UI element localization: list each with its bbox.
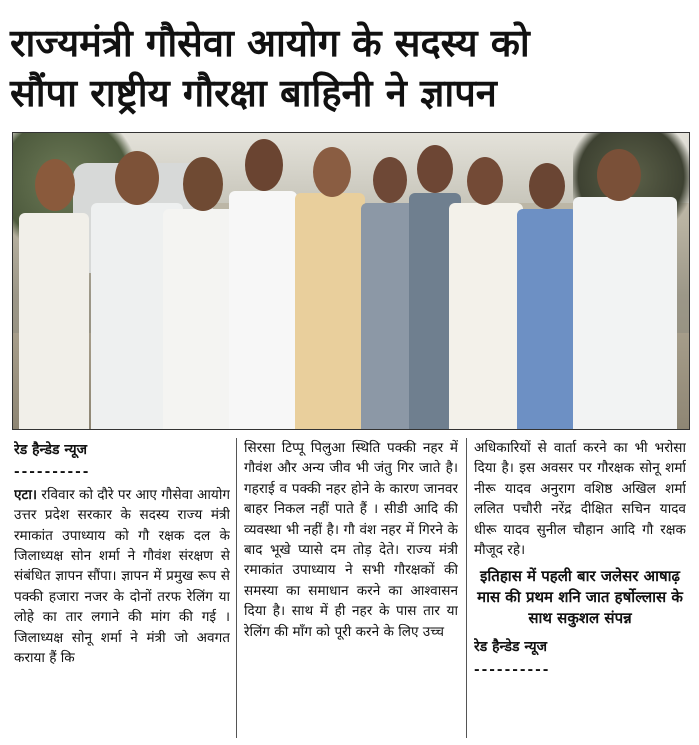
person-4-head (245, 139, 283, 191)
person-5-minister (295, 193, 365, 429)
headline (10, 18, 690, 118)
column-2 (244, 432, 458, 745)
person-6-head (373, 157, 407, 203)
dateline: एटा। (14, 486, 38, 503)
column-1-text (14, 485, 230, 669)
article-body (0, 432, 699, 745)
byline-2: रेड हैन्डेड न्यूज (474, 639, 548, 656)
person-8-head (467, 157, 503, 205)
byline-dashes: ---------- (14, 464, 91, 481)
person-1 (19, 213, 89, 429)
column-3-text: अधिकारियों से वार्ता करने का भी भरोसा दिया है। इस अवसर पर गौरक्षक सोनू शर्मा नीरू यादव अनुराग वशिष्ठ अखिल शर्मा ललित पचौरी नरेंद्र दीक्षित सचिन यादव धीरू यादव सुनील चौहान आदि गौ रक्षक मौजूद रहे। (474, 440, 686, 559)
person-10 (573, 197, 677, 429)
person-9-head (529, 163, 565, 209)
person-1-head (35, 159, 75, 211)
person-10-head (597, 149, 641, 201)
column-1-body: रविवार को दौरे पर आए गौसेवा आयोग उत्तर प्रदेश सरकार के सदस्य राज्य मंत्री रमाकांत उपाध्याय को गौ रक्षक दल के जिलाध्यक्ष सोन शर्मा ने गौवंश संरक्षण से संबंधित ज्ञापन सौंपा। ज्ञापन में प्रमुख रूप से पक्की हजारा नजर के दोनों तरफ रेलिंग या लोहे का तार लगाने की मांग की गई । जिलाध्यक्ष सोनू शर्मा ने मंत्री जो अवगत कराया हैं कि (14, 486, 230, 667)
person-3-head (183, 157, 223, 211)
byline-2-dashes: ---------- (474, 661, 551, 678)
second-headline: इतिहास में पहली बार जलेसर आषाढ़ मास की प्रथम शनि जात हर्षोल्लास के साथ सकुशल संपन्न (477, 567, 683, 628)
person-2-head (115, 151, 159, 205)
byline: रेड हैन्डेड न्यूज (14, 442, 88, 458)
person-8 (449, 203, 523, 429)
person-7-head (417, 145, 453, 193)
person-5-head (313, 147, 351, 197)
column-1 (14, 432, 230, 745)
person-4 (229, 191, 297, 429)
column-3 (474, 432, 686, 745)
headline-line-1: राज्यमंत्री गौसेवा आयोग के सदस्य को (10, 21, 530, 65)
person-9 (517, 209, 577, 429)
column-2-text: सिरसा टिप्पू पिलुआ स्थिति पक्की नहर में गौवंश और अन्य जीव भी जंतु गिर जाते है। गहराई व पक्की नहर होने के कारण जानवर बाहर निकल नहीं पाते हैं । सीडी आदि की व्यवस्था भी नहीं है। गौ वंश नहर में गिरने के बाद भूखे प्यासे दम तोड़ देते। राज्य मंत्री रमाकांत उपाध्याय ने सभी गौरक्षकों की समस्या का समाधान करने का आश्वासन दिया है। साथ में ही नहर के पास तार या रेलिंग की माँग को पूरी करने के लिए उच्च (244, 440, 458, 640)
headline-line-2: सौंपा राष्ट्रीय गौरक्षा बाहिनी ने ज्ञापन (10, 71, 497, 115)
group-photo (12, 132, 690, 430)
